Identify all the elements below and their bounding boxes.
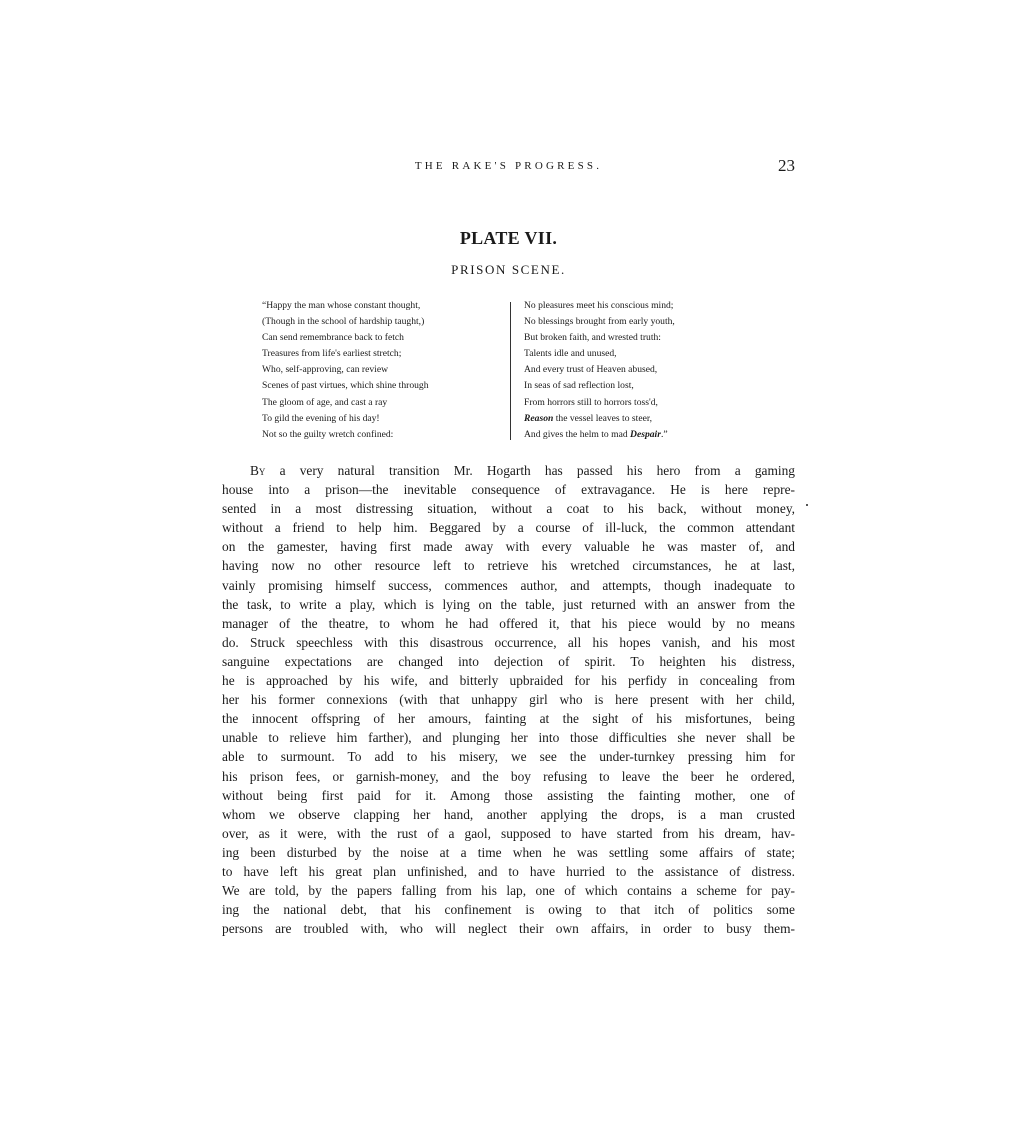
verse-line: (Though in the school of hardship taught,)	[262, 316, 425, 328]
page-number: 23	[778, 156, 795, 175]
verse-italic-word: Despair	[630, 428, 661, 440]
verse-line: Can send remembrance back to fetch	[262, 332, 404, 344]
verse-line: No blessings brought from early youth,	[524, 316, 675, 328]
body-line: without a friend to help him. Beggared by a course of ill-luck, the common attendant	[222, 520, 795, 536]
body-line: without being first paid for it. Among those assisting the fainting mother, one of	[222, 787, 795, 803]
body-line: ing the national debt, that his confinement is owing to that itch of politics some	[222, 902, 795, 918]
verse-line	[524, 427, 738, 443]
body-line: the innocent offspring of her amours, fainting at the sight of his misfortunes, being	[222, 711, 795, 727]
running-title: THE RAKE'S PROGRESS.	[414, 160, 603, 172]
verse-divider	[510, 302, 511, 440]
verse-text: And gives the helm to mad	[524, 428, 631, 440]
verse-line: Treasures from life's earliest stretch;	[262, 348, 402, 360]
body-line: her his former connexions (with that unhappy girl who is here present with her child,	[222, 692, 795, 708]
body-paragraph	[222, 461, 795, 938]
body-line: to have left his great plan unfinished, and to have hurried to the assistance of distress.	[222, 863, 795, 879]
running-head	[222, 156, 795, 178]
verse-column-left	[262, 298, 502, 443]
verse-epigraph	[258, 298, 738, 444]
verse-line: Not so the guilty wretch confined:	[262, 428, 394, 440]
verse-line: But broken faith, and wrested truth:	[524, 332, 661, 344]
verse-line: “Happy the man whose constant thought,	[262, 300, 421, 311]
body-line: sanguine expectations are changed into dejection of spirit. To heighten his distress,	[222, 653, 795, 669]
verse-text: .”	[660, 428, 668, 440]
verse-line: In seas of sad reflection lost,	[524, 380, 634, 392]
body-text: a very natural transition Mr. Hogarth has passed his hero from a gaming	[265, 463, 795, 478]
print-speck	[806, 504, 808, 506]
verse-line: No pleasures meet his conscious mind;	[524, 300, 674, 311]
body-line: We are told, by the papers falling from his lap, one of which contains a scheme for pay-	[222, 883, 795, 899]
verse-line: Who, self-approving, can review	[262, 364, 389, 376]
body-line: persons are troubled with, who will neglect their own affairs, in order to busy them-	[222, 921, 795, 937]
body-line: over, as it were, with the rust of a gaol, supposed to have started from his dream, hav-	[222, 825, 795, 841]
body-line: able to surmount. To add to his misery, we see the under-turnkey pressing him for	[222, 749, 795, 765]
body-line: having now no other resource left to retrieve his wretched circumstances, he at last,	[222, 558, 795, 574]
verse-line: The gloom of age, and cast a ray	[262, 396, 388, 408]
body-line: whom we observe clapping her hand, another applying the drops, is a man crusted	[222, 806, 795, 822]
body-line: unable to relieve him farther), and plunging her into those difficulties she never shall be	[222, 730, 795, 746]
body-line: the task, to write a play, which is lying on the table, just returned with an answer from the	[222, 596, 795, 612]
body-line: on the gamester, having first made away with every valuable he was master of, and	[222, 539, 795, 555]
verse-text: the vessel leaves to steer,	[553, 412, 653, 424]
body-line: sented in a most distressing situation, without a coat to his back, without money,	[222, 501, 795, 517]
verse-line: And every trust of Heaven abused,	[524, 364, 658, 376]
body-line: vainly promising himself success, commences author, and attempts, though inadequate to	[222, 577, 795, 593]
verse-line: From horrors still to horrors toss'd,	[524, 396, 658, 408]
body-line: his prison fees, or garnish-money, and the boy refusing to leave the beer he ordered,	[222, 768, 795, 784]
body-line: he is approached by his wife, and bitterly upbraided for his perfidy in concealing from	[222, 673, 795, 689]
dropcap-word: By	[250, 463, 266, 478]
body-line: do. Struck speechless with this disastrous occurrence, all his hopes vanish, and his most	[222, 634, 795, 650]
body-line: ing been disturbed by the noise at a time when he was settling some affairs of state;	[222, 844, 795, 860]
body-line	[222, 461, 795, 480]
verse-line: Scenes of past virtues, which shine through	[262, 380, 429, 392]
verse-line: Talents idle and unused,	[524, 348, 617, 360]
verse-column-right	[524, 298, 738, 443]
verse-line	[524, 411, 738, 427]
body-line: house into a prison—the inevitable consequence of extravagance. He is here repre-	[222, 482, 795, 498]
plate-title: PLATE VII.	[459, 228, 558, 248]
verse-italic-word: Reason	[524, 412, 554, 424]
body-line: manager of the theatre, to whom he had offered it, that his piece would by no means	[222, 615, 795, 631]
plate-subtitle: PRISON SCENE.	[451, 262, 566, 277]
verse-line: To gild the evening of his day!	[262, 412, 380, 424]
